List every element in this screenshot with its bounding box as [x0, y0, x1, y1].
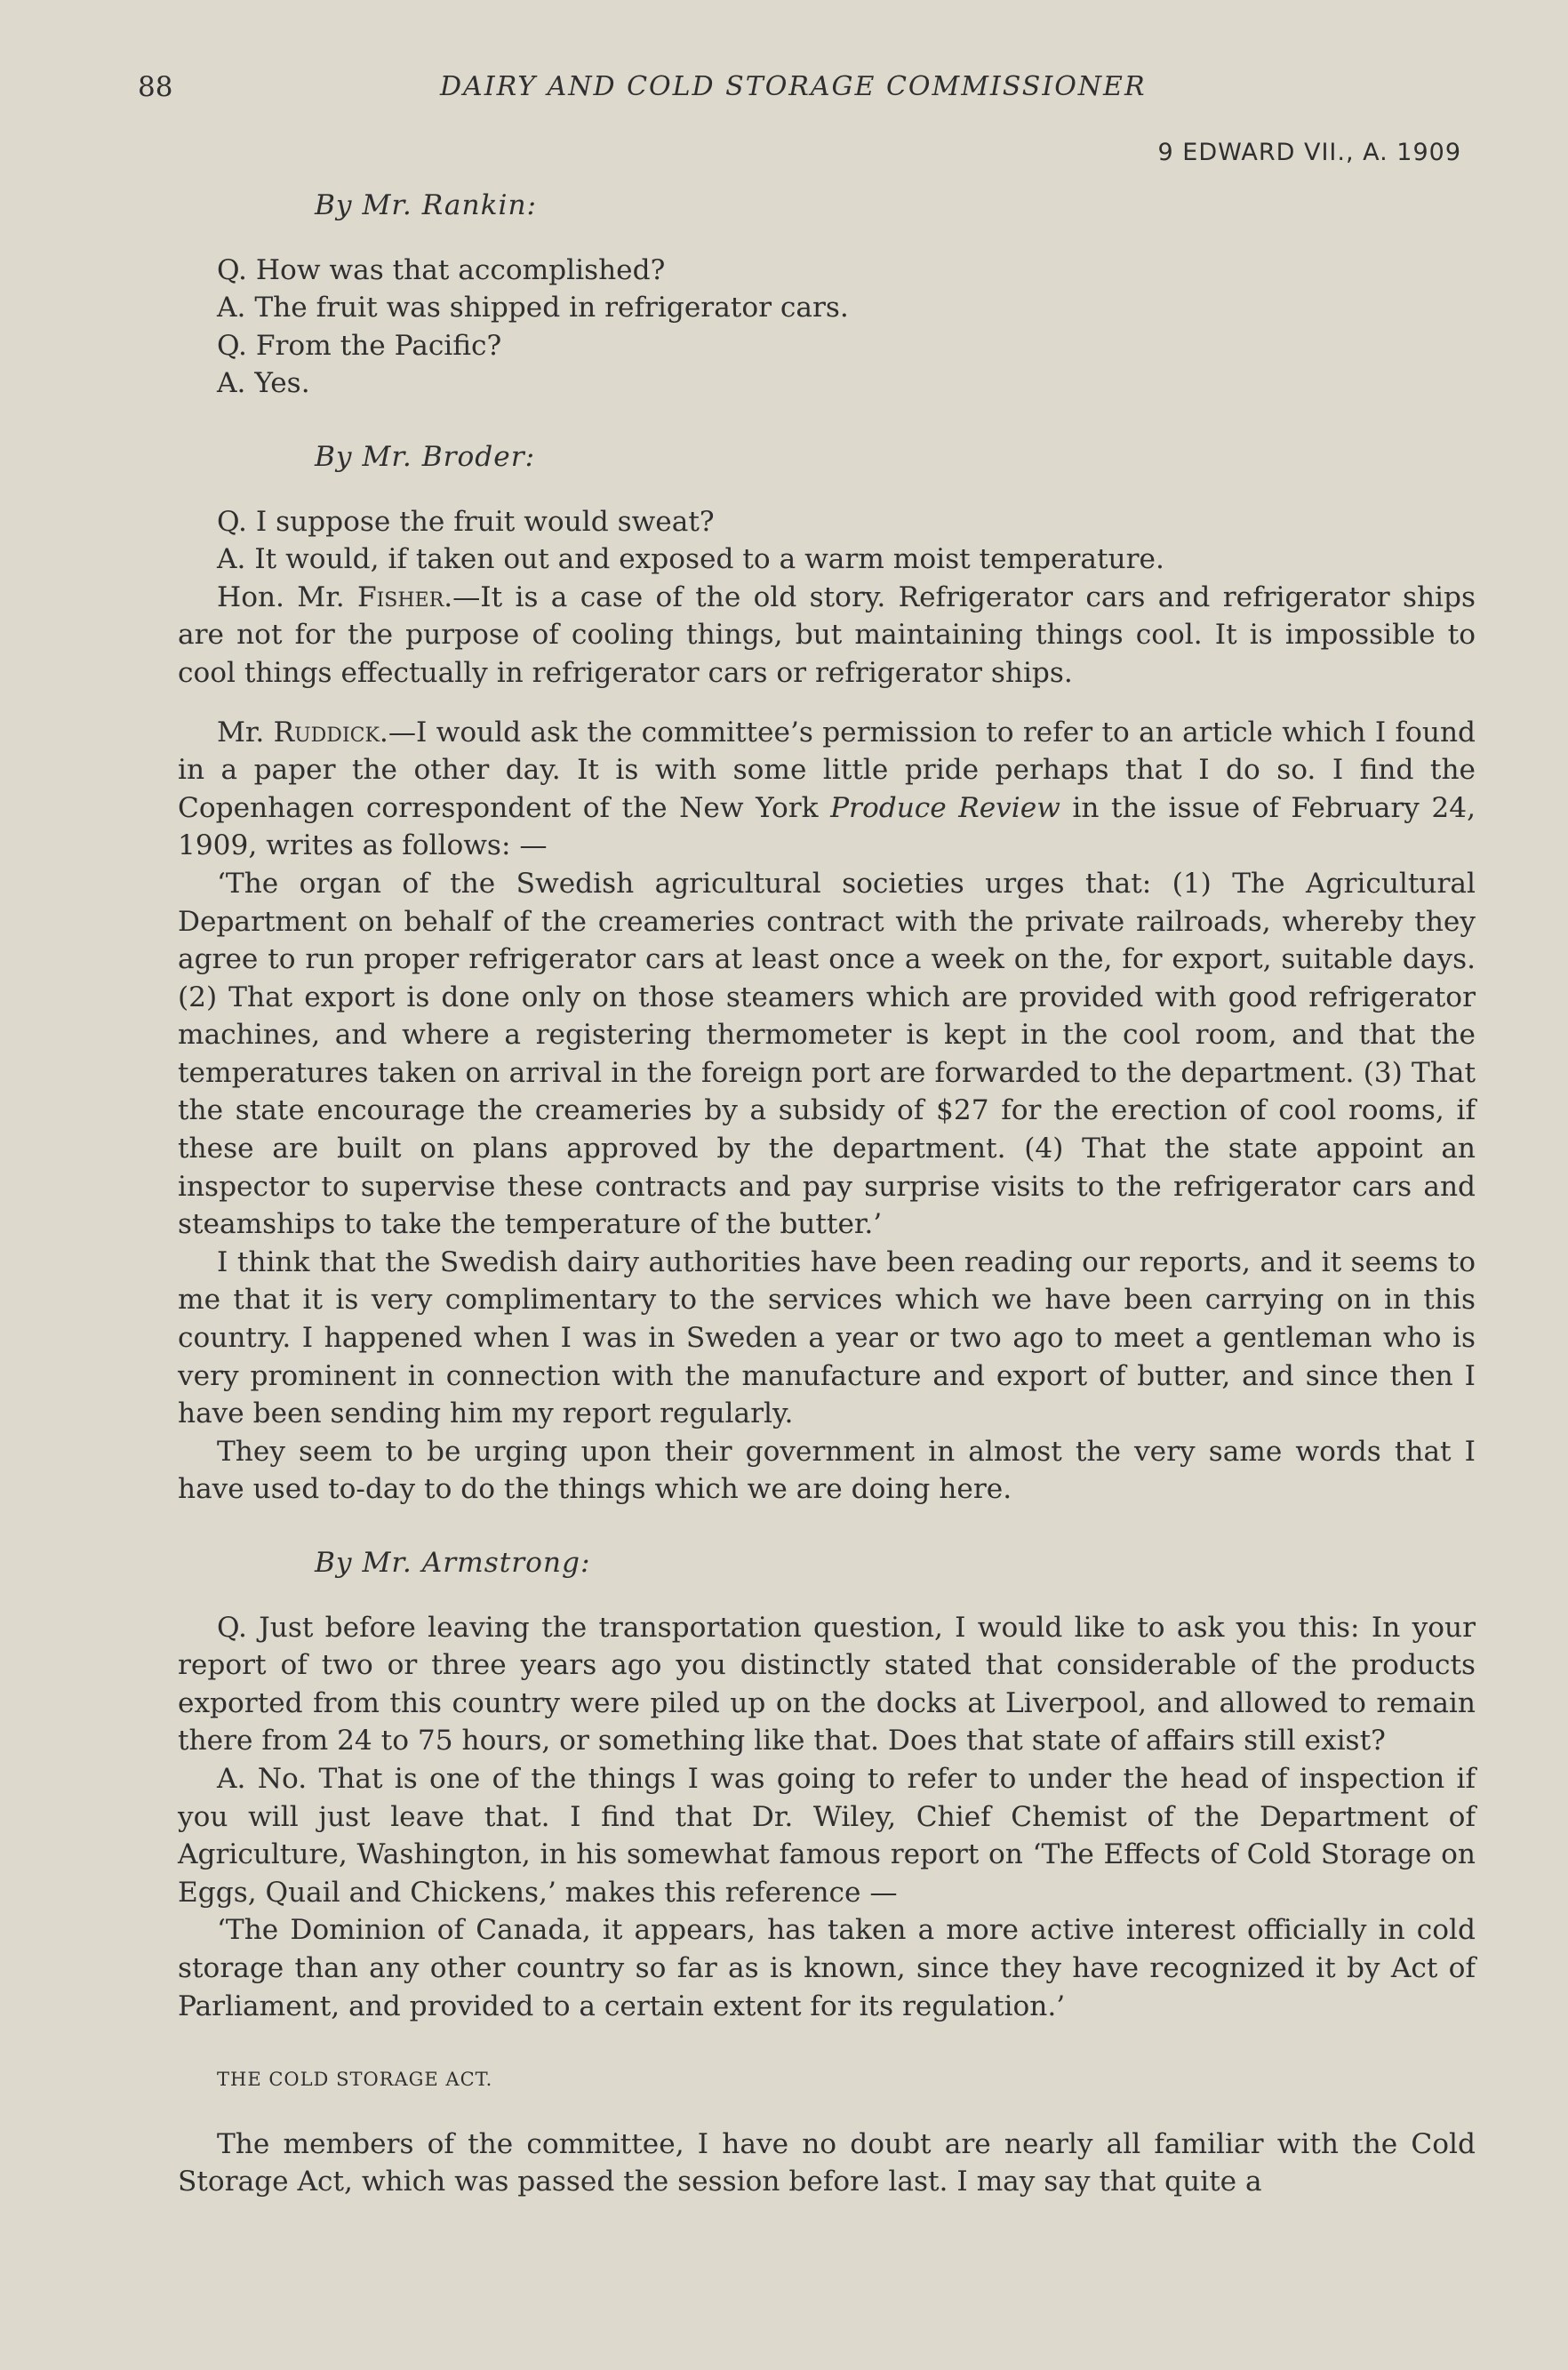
- question-3: Q. I suppose the fruit would sweat?: [217, 505, 715, 538]
- speaker-name: Ruddick: [273, 716, 380, 749]
- speaker-prefix: Hon. Mr.: [217, 580, 357, 613]
- answer-1: A. The fruit was shipped in refrigerator cars.: [217, 292, 849, 324]
- regnal-year: 9 EDWARD VII., A. 1909: [1157, 139, 1461, 166]
- examiner-heading-armstrong: By Mr. Armstrong:: [315, 1547, 591, 1579]
- answer-3: A. It would, if taken out and exposed to a warm moist temperature.: [217, 543, 1164, 576]
- speech-text: .—I would ask the committee’s permission to refer to an article which I found in a paper the other day. It is with some little pride perhaps that I do so. I find the Copenhagen correspondent of the New York: [178, 716, 1476, 824]
- speech-text: in the issue of February 24, 1909, writes as follows: —: [178, 791, 1476, 862]
- answer-4: A. No. That is one of the things I was going to refer to under the head of inspection if you will just leave that. I find that Dr. Wiley, Chief Chemist of the Department of Agriculture, Washington, in his somewhat famous report on ‘The Effects of Cold Storage on Eggs, Quail and Chickens,’ makes this reference —: [178, 1762, 1476, 1909]
- body-text: [178, 187, 1476, 2201]
- urging-paragraph: They seem to be urging upon their government in almost the very same words that I have used to-day to do the things which we are doing here.: [178, 1435, 1476, 1506]
- swedish-authorities-paragraph: I think that the Swedish dairy authorities have been reading our reports, and it seems to me that it is very complimentary to the services which we have been carrying on in this country. I happened when I was in Sweden a year or two ago to meet a gentleman who is very prominent in connection with the manufacture and export of butter, and since then I have been sending him my report regularly.: [178, 1245, 1476, 1430]
- running-head: DAIRY AND COLD STORAGE COMMISSIONER: [440, 71, 1147, 102]
- speaker-prefix: Mr.: [217, 716, 274, 749]
- ruddick-paragraph: [178, 714, 1476, 865]
- page-header: [138, 71, 1480, 110]
- dominion-quotation: ‘The Dominion of Canada, it appears, has taken a more active interest officially in cold storage than any other country so far as is known, since they have recognized it by Act of Parliament, and provided to a certain extent for its regulation.’: [178, 1914, 1476, 2022]
- answer-2: A. Yes.: [217, 367, 310, 400]
- final-paragraph: The members of the committee, I have no doubt are nearly all familiar with the Cold Storage Act, which was passed the session before last. I may say that quite a: [178, 2127, 1476, 2198]
- question-2: Q. From the Pacific?: [217, 329, 502, 362]
- publication-title: Produce Review: [830, 791, 1060, 824]
- examiner-heading-rankin: By Mr. Rankin:: [315, 189, 538, 221]
- speech-text: .—It is a case of the old story. Refrigerator cars and refrigerator ships are not for the purpose of cooling things, but maintaining things cool. It is impossible to cool things effectually in refrigerator cars or refrigerator ships.: [178, 580, 1476, 689]
- examiner-heading-broder: By Mr. Broder:: [315, 440, 536, 473]
- swedish-quotation: ‘The organ of the Swedish agricultural societies urges that: (1) The Agricultural Department on behalf of the creameries contract with the private railroads, whereby they agree to run proper refrigerator cars at least once a week on the, for export, suitable days. (2) That export is done only on those steamers which are provided with good refrigerator machines, and where a registering thermometer is kept in the cool room, and that the temperatures taken on arrival in the foreign port are forwarded to the department. (3) That the state encourage the creameries by a subsidy of $27 for the erection of cool rooms, if these are built on plans approved by the department. (4) That the state appoint an inspector to supervise these contracts and pay surprise visits to the refrigerator cars and steamships to take the temperature of the butter.’: [178, 867, 1476, 1241]
- page-number: 88: [138, 71, 173, 103]
- speaker-name: Fisher: [356, 580, 444, 613]
- question-1: Q. How was that accomplished?: [217, 253, 666, 286]
- fisher-paragraph: [178, 579, 1476, 693]
- section-heading: THE COLD STORAGE ACT.: [217, 2069, 493, 2091]
- question-4: Q. Just before leaving the transportation question, I would like to ask you this: In your report of two or three years ago you distinctly stated that considerable of the products exported from this country were piled up on the docks at Liverpool, and allowed to remain there from 24 to 75 hours, or something like that. Does that state of affairs still exist?: [178, 1611, 1476, 1757]
